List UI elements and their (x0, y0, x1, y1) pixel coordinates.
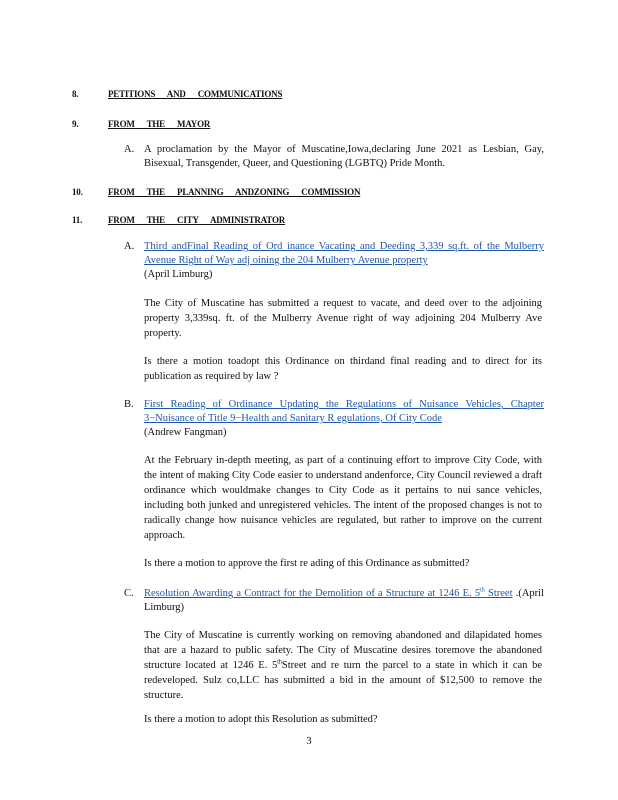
resolution-link[interactable]: Resolution Awarding a Contract for the Demolition of a Structure at 1246 E. 5th Street (144, 587, 513, 599)
item-letter: A. (124, 144, 135, 155)
motion-question: Is there a motion to adopt this Resolution as submitted? (144, 714, 378, 725)
section-number: 8. (72, 89, 79, 99)
presenter-name: (April Limburg) (144, 269, 213, 280)
item-letter: C. (124, 588, 134, 599)
section-number: 9. (72, 119, 79, 129)
ordinance-link[interactable]: First Reading of Ordinance Updating the Regulations of Nuisance Vehicles, Chapter 3−Nuisance of Title 9−Health and Sanitary R egulations, Of City Code (144, 399, 544, 424)
section-number: 11. (72, 215, 83, 225)
section-title: FROM THE MAYOR (108, 119, 211, 129)
ordinance-link[interactable]: Third andFinal Reading of Ord inance Vacating and Deeding 3,339 sq.ft. of the Mulberry Avenue Right of Way adj oining the 204 Mulberry Avenue property (144, 241, 544, 266)
item-letter: A. (124, 241, 135, 252)
section-title: PETITIONS AND COMMUNICATIONS (108, 89, 283, 99)
section-title: FROM THE CITY ADMINISTRATOR (108, 215, 286, 225)
item-text: A proclamation by the Mayor of Muscatine,Iowa,declaring June 2021 as Lesbian, Gay, Bisexual, Transgender, Queer, and Questioning (LGBTQ) Pride Month. (144, 144, 544, 169)
item-description: The City of Muscatine has submitted a request to vacate, and deed over to the adjoining property 3,339sq. ft. of the Mulberry Avenue right of way adjoining 204 Mulberry Ave property. (144, 298, 542, 339)
presenter-name: (Andrew Fangman) (144, 427, 227, 438)
item-description: The City of Muscatine is currently working on removing abandoned and dilapidated homes that are a hazard to public safety. The City of Muscatine desires toremove the abandoned structure located at 1246 E. 5thStreet and re turn the parcel to a state in which it can be redeveloped. Sulz co,LLC has submitted a bid in the amount of $12,500 to remove the structure. (144, 630, 542, 701)
page-number: 3 (306, 736, 312, 747)
section-title: FROM THE PLANNING ANDZONING COMMISSION (108, 187, 361, 197)
section-number: 10. (72, 187, 83, 197)
item-letter: B. (124, 399, 134, 410)
presenter-name: .(April Limburg) (144, 588, 544, 613)
motion-question: Is there a motion toadopt this Ordinance on thirdand final reading and to direct for its publication as required by law ? (144, 356, 542, 382)
motion-question: Is there a motion to approve the first re ading of this Ordinance as submitted? (144, 558, 470, 569)
item-description: At the February in-depth meeting, as part of a continuing effort to improve City Code, with the intent of making City Code easier to understand andenforce, City Council reviewed a draft ordinance which wouldmake changes to City Code as it pertains to nui sance vehicles, including both junked and unregistered vehicles. The intent of the proposed changes is not to radically change how nuisance vehicles are regulated, but rather to improve on the current approach. (144, 455, 542, 541)
